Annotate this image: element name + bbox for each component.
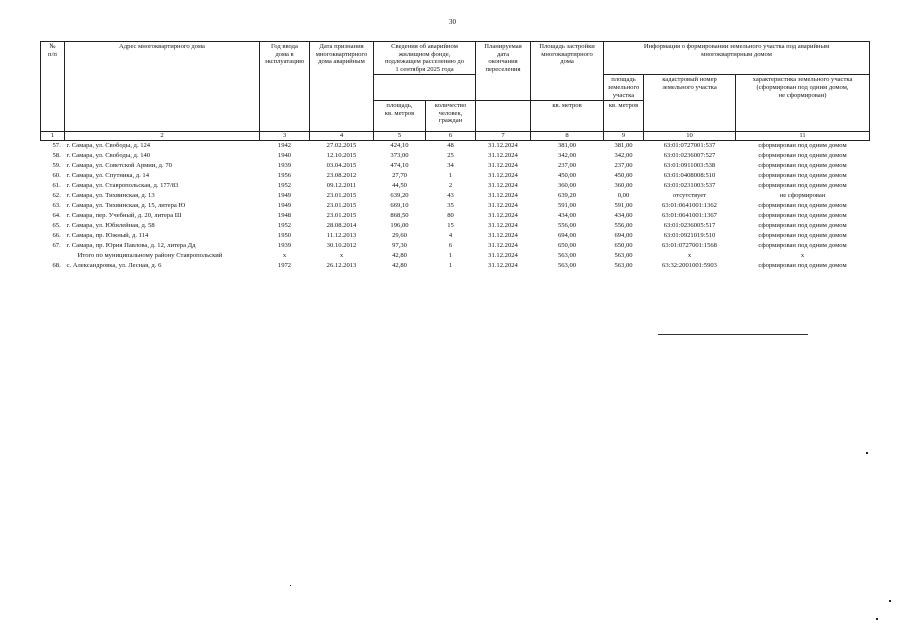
row-people: 4 — [448, 232, 453, 240]
row-plan: 31.12.2024 — [488, 182, 518, 190]
row-address: г. Самара, ул. Свободы, д. 140 — [66, 152, 151, 160]
row-build: 639,20 — [557, 192, 577, 200]
row-address: г. Самара, пр. Южный, д. 114 — [66, 232, 149, 240]
row-build: 381,00 — [557, 142, 577, 150]
row-area: 424,10 — [390, 142, 409, 150]
header-land-unit: кв. метров — [604, 101, 644, 132]
row-year: 1952 — [277, 182, 292, 190]
column-number: 3 — [260, 132, 310, 141]
row-people: 48 — [447, 142, 454, 150]
row-number: 63. — [52, 202, 61, 210]
row-number: 60. — [52, 172, 61, 180]
row-build: 450,00 — [557, 172, 577, 180]
row-year: 1972 — [277, 262, 292, 270]
row-area: 29,60 — [392, 232, 407, 240]
row-plan: 31.12.2024 — [488, 192, 518, 200]
row-address: г. Самара, пер. Учебный, д. 20, литера Ш — [66, 212, 182, 220]
row-date: 03.04.2015 — [326, 162, 357, 170]
row-number: 58. — [52, 152, 61, 160]
row-land: 650,00 — [614, 242, 633, 250]
row-date: 26.12.2013 — [326, 262, 357, 270]
row-build: 434,00 — [557, 212, 577, 220]
table-row — [41, 221, 870, 231]
row-note: сформирован под одним домом — [758, 232, 847, 240]
row-year: 1949 — [277, 202, 292, 210]
row-date: 23.01.2015 — [326, 192, 357, 200]
total-date: x — [339, 252, 344, 260]
row-number: 57. — [52, 142, 61, 150]
total-area: 42,80 — [392, 252, 407, 260]
total-year: x — [282, 252, 287, 260]
row-address: г. Самара, ул. Тихвинская, д. 13 — [66, 192, 155, 200]
row-number: 68. — [52, 262, 61, 270]
total-label: Итого по муниципальному району Ставропольский — [77, 252, 223, 260]
table-row — [41, 151, 870, 161]
row-date: 28.08.2014 — [326, 222, 357, 230]
row-year: 1952 — [277, 222, 292, 230]
row-note: сформирован под одним домом — [758, 212, 847, 220]
header-planned-date: Планируемая дата окончания переселения — [476, 42, 531, 101]
row-note: сформирован под одним домом — [758, 172, 847, 180]
total-plan: 31.12.2024 — [488, 252, 518, 260]
row-address: г. Самара, ул. Юбилейная, д. 58 — [66, 222, 155, 230]
column-number: 9 — [604, 132, 644, 141]
row-number: 62. — [52, 192, 61, 200]
total-land: 563,00 — [614, 252, 633, 260]
row-date: 23.08.2012 — [326, 172, 357, 180]
header-emergency-date: Дата признания многоквартирного дома аварийным — [310, 42, 374, 132]
total-note: x — [800, 252, 805, 260]
column-number: 8 — [531, 132, 604, 141]
row-address: г. Самара, ул. Спутника, д. 14 — [66, 172, 149, 180]
row-year: 1939 — [277, 162, 292, 170]
row-cad: 63:01:0727001:537 — [663, 142, 716, 150]
row-land: 0,00 — [617, 192, 630, 200]
row-build: 694,00 — [557, 232, 577, 240]
row-year: 1950 — [277, 232, 292, 240]
column-number: 1 — [41, 132, 65, 141]
column-number: 11 — [736, 132, 870, 141]
row-area: 44,50 — [392, 182, 407, 190]
row-cad: 63:01:0727001:1568 — [662, 242, 717, 250]
row-address: г. Самара, пр. Юрия Павлова, д. 12, литера Дд — [66, 242, 196, 250]
row-land: 694,00 — [614, 232, 633, 240]
table-row — [41, 231, 870, 241]
header-cadastral-number: кадастровый номер земельного участка — [644, 75, 736, 132]
row-build: 342,00 — [557, 152, 577, 160]
row-number: 67. — [52, 242, 61, 250]
row-build: 556,00 — [557, 222, 577, 230]
row-plan: 31.12.2024 — [488, 162, 518, 170]
row-plan: 31.12.2024 — [488, 212, 518, 220]
row-land: 556,00 — [614, 222, 633, 230]
row-address: г. Самара, ул. Ставропольская, д. 177/83 — [66, 182, 179, 190]
row-people: 25 — [447, 152, 454, 160]
row-address: с. Александровка, ул. Лесная, д. 6 — [66, 262, 162, 270]
header-building-unit: кв. метров — [531, 101, 604, 132]
row-address: г. Самара, ул. Свободы, д. 124 — [66, 142, 151, 150]
row-year: 1948 — [277, 212, 292, 220]
row-area: 639,20 — [390, 192, 409, 200]
scan-speck — [290, 585, 291, 586]
row-plan: 31.12.2024 — [488, 152, 518, 160]
row-build: 237,00 — [557, 162, 577, 170]
row-year: 1942 — [277, 142, 292, 150]
row-people: 35 — [447, 202, 454, 210]
row-cad: 63:01:0911003:538 — [663, 162, 716, 170]
row-land: 381,00 — [614, 142, 633, 150]
row-area: 373,00 — [390, 152, 409, 160]
row-note: сформирован под одним домом — [758, 142, 847, 150]
row-address: г. Самара, ул. Тихвинская, д. 15, литера Ю — [66, 202, 186, 210]
row-year: 1949 — [277, 192, 292, 200]
row-note: сформирован под одним домом — [758, 262, 847, 270]
header-people-count: количество человек, граждан — [426, 101, 476, 132]
row-cad: 63:32:2001001:5903 — [662, 262, 717, 270]
row-people: 2 — [448, 182, 453, 190]
row-cad: 63:01:0641001:1367 — [662, 212, 717, 220]
row-date: 30.10.2012 — [326, 242, 357, 250]
total-cad: x — [687, 252, 692, 260]
total-row — [41, 251, 870, 261]
table-row — [41, 261, 870, 271]
header-land-area: площадь земельного участка — [604, 75, 644, 101]
row-date: 23.01.2015 — [326, 202, 357, 210]
header-land-characteristic: характеристика земельного участка (сформирован под одним домом, не сформирован) — [736, 75, 870, 132]
table-row — [41, 191, 870, 201]
header-number: № п/п — [41, 42, 65, 132]
row-land: 434,00 — [614, 212, 633, 220]
row-build: 563,00 — [557, 262, 577, 270]
table-body — [41, 141, 870, 272]
row-year: 1956 — [277, 172, 292, 180]
row-cad: 63:01:0408008:510 — [663, 172, 716, 180]
row-note: сформирован под одним домом — [758, 182, 847, 190]
row-cad: отсутствует — [673, 192, 707, 200]
header-address: Адрес многоквартирного дома — [65, 42, 260, 132]
row-cad: 63:01:0921019:510 — [663, 232, 716, 240]
row-note: сформирован под одним домом — [758, 222, 847, 230]
total-build: 563,00 — [557, 252, 577, 260]
row-note: сформирован под одним домом — [758, 162, 847, 170]
row-area: 27,70 — [392, 172, 407, 180]
column-number: 10 — [644, 132, 736, 141]
row-cad: 63:01:0236005:517 — [663, 222, 716, 230]
scan-speck — [876, 618, 878, 620]
row-people: 34 — [447, 162, 454, 170]
row-year: 1940 — [277, 152, 292, 160]
row-cad: 63:01:0641001:1362 — [662, 202, 717, 210]
row-area: 669,10 — [390, 202, 409, 210]
row-build: 591,00 — [557, 202, 577, 210]
row-date: 23.01.2015 — [326, 212, 357, 220]
row-plan: 31.12.2024 — [488, 232, 518, 240]
column-number: 4 — [310, 132, 374, 141]
row-note: сформирован под одним домом — [758, 242, 847, 250]
table-row — [41, 181, 870, 191]
total-people: 1 — [448, 252, 453, 260]
row-plan: 31.12.2024 — [488, 172, 518, 180]
row-plan: 31.12.2024 — [488, 202, 518, 210]
row-plan: 31.12.2024 — [488, 242, 518, 250]
column-number-row — [41, 132, 870, 141]
row-number: 61. — [52, 182, 61, 190]
row-note: сформирован под одним домом — [758, 152, 847, 160]
row-date: 11.12.2013 — [326, 232, 357, 240]
row-number: 64. — [52, 212, 61, 220]
row-land: 591,00 — [614, 202, 633, 210]
table-row — [41, 201, 870, 211]
row-land: 563,00 — [614, 262, 633, 270]
column-number: 5 — [374, 132, 426, 141]
row-plan: 31.12.2024 — [488, 262, 518, 270]
row-people: 15 — [447, 222, 454, 230]
header-year-built: Год ввода дома в эксплуатацию — [260, 42, 310, 132]
row-cad: 63:01:0231003:537 — [663, 182, 716, 190]
row-area: 97,30 — [392, 242, 407, 250]
row-number: 65. — [52, 222, 61, 230]
row-people: 1 — [448, 172, 453, 180]
row-area: 868,50 — [390, 212, 409, 220]
row-number: 66. — [52, 232, 61, 240]
column-number: 2 — [65, 132, 260, 141]
row-note: не сформирован — [779, 192, 826, 200]
page-number: 30 — [449, 18, 456, 26]
emergency-housing-table — [40, 41, 870, 271]
row-note: сформирован под одним домом — [758, 202, 847, 210]
row-date: 09.12.2011 — [326, 182, 357, 190]
table-row — [41, 241, 870, 251]
row-area: 474,10 — [390, 162, 409, 170]
column-number: 6 — [426, 132, 476, 141]
header-emergency-fund: Сведения об аварийном жилищном фонде, подлежащем расселению до 1 сентября 2025 года — [374, 42, 476, 75]
scan-speck — [866, 452, 868, 454]
header-building-area: Площадь застройки многоквартирного дома — [531, 42, 604, 101]
scan-speck — [889, 600, 891, 602]
header-land-info: Информация о формировании земельного участка под аварийным многоквартирным домом — [604, 42, 870, 75]
row-plan: 31.12.2024 — [488, 142, 518, 150]
row-number: 59. — [52, 162, 61, 170]
column-number: 7 — [476, 132, 531, 141]
row-people: 43 — [447, 192, 454, 200]
row-land: 450,00 — [614, 172, 633, 180]
row-cad: 63:01:0236007:527 — [663, 152, 716, 160]
row-build: 650,00 — [557, 242, 577, 250]
table-row — [41, 161, 870, 171]
header-area-sqm: площадь, кв. метров — [374, 101, 426, 132]
signature-rule — [658, 334, 808, 335]
row-plan: 31.12.2024 — [488, 222, 518, 230]
row-land: 360,00 — [614, 182, 633, 190]
row-area: 196,00 — [390, 222, 409, 230]
table-row — [41, 141, 870, 152]
row-date: 27.02.2015 — [326, 142, 357, 150]
row-people: 6 — [448, 242, 453, 250]
row-land: 237,00 — [614, 162, 633, 170]
row-land: 342,00 — [614, 152, 633, 160]
table-row — [41, 171, 870, 181]
row-people: 1 — [448, 262, 453, 270]
row-people: 80 — [447, 212, 454, 220]
row-address: г. Самара, ул. Советской Армии, д. 70 — [66, 162, 172, 170]
table-row — [41, 211, 870, 221]
row-area: 42,80 — [392, 262, 407, 270]
row-date: 12.10.2015 — [326, 152, 357, 160]
row-year: 1939 — [277, 242, 292, 250]
row-build: 360,00 — [557, 182, 577, 190]
